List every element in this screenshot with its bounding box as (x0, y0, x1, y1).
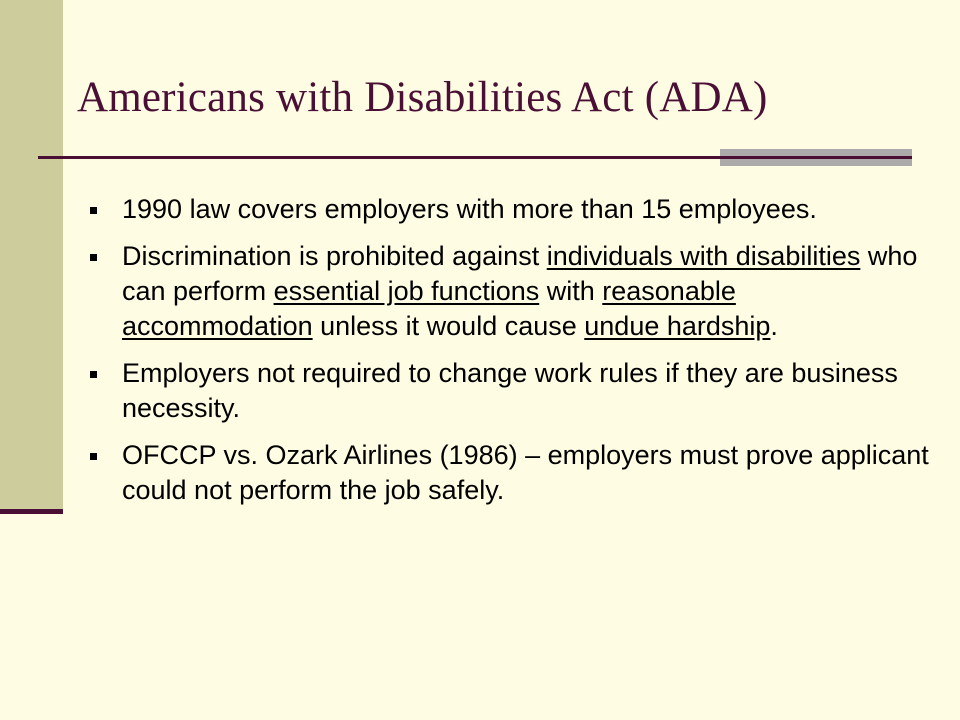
left-sidebar-bar (0, 0, 63, 510)
bullet-text-part: with (539, 276, 603, 306)
bullet-text: Employers not required to change work rules if they are business necessity. (122, 358, 898, 423)
square-bullet-icon (90, 254, 97, 261)
square-bullet-icon (90, 207, 97, 214)
bullet-item-discrimination (90, 239, 930, 344)
bullet-list (90, 192, 930, 520)
slide-title: Americans with Disabilities Act (ADA) (77, 74, 768, 121)
left-accent-line (0, 509, 63, 514)
underlined-term-reasonable-accommodation: reasonable accommodation (122, 276, 736, 341)
bullet-text-part: . (770, 311, 778, 341)
bullet-text: 1990 law covers employers with more than 15 employees. (122, 194, 817, 224)
title-rule-accent-line (720, 156, 912, 159)
bullet-text-part: unless it would cause (312, 311, 585, 341)
underlined-term-undue-hardship: undue hardship (584, 311, 771, 341)
bullet-text-part: Discrimination is prohibited against (122, 241, 547, 271)
bullet-item-work-rules (90, 356, 930, 426)
bullet-text: OFCCP vs. Ozark Airlines (1986) – employers must prove applicant could not perform the job safely. (122, 440, 929, 505)
square-bullet-icon (90, 453, 97, 460)
underlined-term-individuals-with-disabilities: individuals with disabilities (546, 241, 861, 271)
bullet-item-ofccp-ozark (90, 438, 930, 508)
bullet-text-part: who can perform (122, 241, 918, 306)
square-bullet-icon (90, 371, 97, 378)
underlined-term-essential-job-functions: essential job functions (273, 276, 540, 306)
bullet-item-1990-law (90, 192, 930, 227)
